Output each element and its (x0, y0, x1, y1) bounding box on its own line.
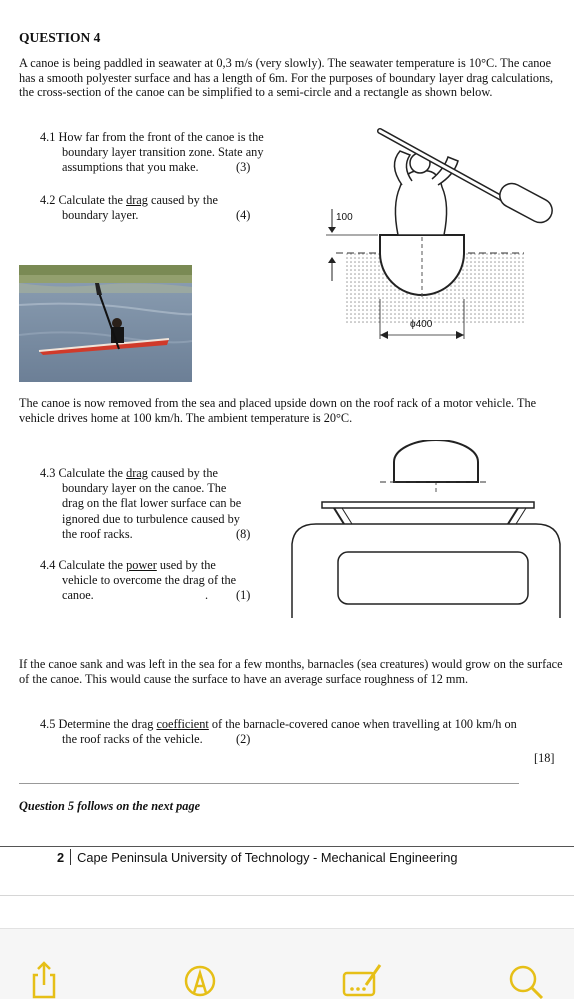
question-title: QUESTION 4 (19, 30, 101, 45)
paragraph-barnacles: If the canoe sank and was left in the sea for a few months, barnacles (sea creatures) would grow on the surface of the canoe. This would cause the surface to have an average surface roughness of 12 mm. (19, 657, 563, 686)
marks-4-5: (2) (236, 732, 251, 746)
search-icon[interactable] (506, 959, 546, 999)
marks-4-3: (8) (236, 527, 251, 541)
total-marks: [18] (534, 751, 555, 765)
markup-icon[interactable] (180, 959, 220, 999)
question-4-2: 4.2 Calculate the drag caused by the (40, 193, 218, 207)
share-icon[interactable] (24, 959, 64, 999)
question-4-4: 4.4 Calculate the power used by the (40, 558, 216, 572)
marks-4-1: (3) (236, 160, 251, 174)
canoe-photo (19, 265, 192, 382)
dimension-diameter: ϕ400 (410, 319, 433, 330)
car-roof-rack-figure (286, 440, 566, 620)
page-number: 2 (57, 850, 65, 865)
paragraph-roof-rack: The canoe is now removed from the sea and placed upside down on the roof rack of a motor vehicle. The vehicle drives home at 100 km/h. The ambient temperature is 20°C. (19, 396, 537, 425)
marks-4-2: (4) (236, 208, 251, 222)
bottom-toolbar (0, 928, 574, 999)
canoe-cross-section-figure (318, 125, 558, 345)
dimension-height: 100 (336, 212, 353, 223)
footer-separator (70, 849, 71, 865)
marks-4-4: (1) (236, 588, 251, 602)
question-4-5: 4.5 Determine the drag coefficient of the barnacle-covered canoe when travelling at 100 km/h on (40, 717, 517, 731)
question-4-3: 4.3 Calculate the drag caused by the (40, 466, 218, 480)
page-footer (57, 849, 457, 865)
footer-rule (0, 846, 574, 847)
divider (19, 783, 519, 784)
intro-paragraph: A canoe is being paddled in seawater at 0,3 m/s (very slowly). The seawater temperature is 10°C. The canoe has a smooth polyester surface and has a length of 6m. For the purposes of boundary layer drag calculations, the cross-section of the canoe can be simplified to a semi-circle and a rectangle as shown below. (19, 56, 554, 100)
comment-icon[interactable] (342, 959, 382, 999)
page-bottom-edge (0, 895, 574, 896)
next-question-note: Question 5 follows on the next page (19, 799, 201, 813)
footer-institution: Cape Peninsula University of Technology - Mechanical Engineering (77, 850, 458, 865)
question-4-1: 4.1 How far from the front of the canoe is the (40, 130, 264, 144)
